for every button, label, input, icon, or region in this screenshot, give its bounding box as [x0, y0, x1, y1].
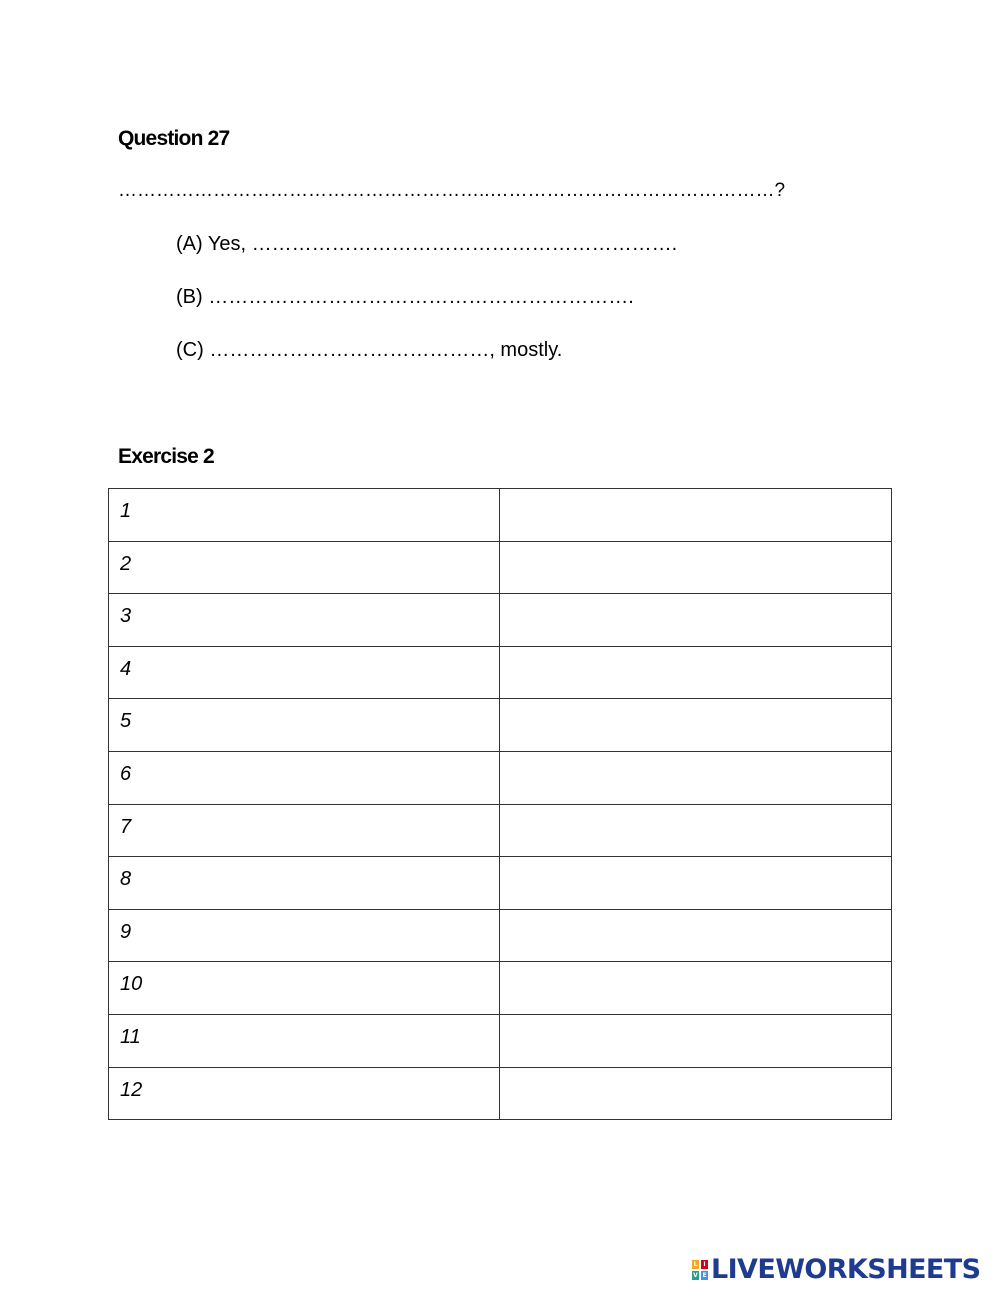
row-number-cell: [109, 699, 500, 752]
table-row: [109, 909, 892, 962]
table-row: [109, 489, 892, 542]
row-number-cell: [109, 489, 500, 542]
table-row: [109, 541, 892, 594]
row-number: 8: [120, 868, 132, 891]
row-number-cell: [109, 541, 500, 594]
logo-tile-l: L: [691, 1259, 700, 1270]
row-number-cell: [109, 594, 500, 647]
table-row: [109, 751, 892, 804]
option-a: (A) Yes, ……………………………………………………….: [176, 233, 678, 255]
row-number: 3: [120, 605, 132, 628]
answer-table: [108, 488, 892, 1120]
table-row: [109, 857, 892, 910]
answer-cell[interactable]: [500, 909, 892, 962]
row-number-cell: [109, 1014, 500, 1067]
row-number-cell: [109, 1067, 500, 1120]
answer-cell[interactable]: [500, 857, 892, 910]
liveworksheets-logo-icon: [691, 1259, 709, 1281]
answer-cell[interactable]: [500, 751, 892, 804]
row-number: 7: [120, 815, 132, 838]
row-number-cell: [109, 804, 500, 857]
row-number: 4: [120, 657, 132, 680]
logo-tile-i: I: [700, 1259, 709, 1270]
table-row: [109, 1014, 892, 1067]
answer-cell[interactable]: [500, 594, 892, 647]
row-number: 1: [120, 500, 132, 522]
row-number-cell: [109, 909, 500, 962]
liveworksheets-logo: [691, 1255, 980, 1285]
exercise-title: Exercise 2: [118, 445, 214, 468]
row-number: 11: [120, 1025, 141, 1048]
table-row: [109, 1067, 892, 1120]
answer-cell[interactable]: [500, 962, 892, 1015]
answer-cell[interactable]: [500, 541, 892, 594]
answer-cell[interactable]: [500, 1014, 892, 1067]
answer-cell[interactable]: [500, 804, 892, 857]
option-c: (C) ……………………………………, mostly.: [176, 339, 563, 361]
row-number: 5: [120, 710, 132, 733]
row-number-cell: [109, 646, 500, 699]
answer-cell[interactable]: [500, 699, 892, 752]
row-number: 6: [120, 762, 132, 785]
row-number: 2: [120, 552, 132, 575]
table-row: [109, 962, 892, 1015]
option-b: (B) ……………………………………………………….: [176, 286, 634, 308]
answer-cell[interactable]: [500, 489, 892, 542]
answer-cell[interactable]: [500, 646, 892, 699]
table-row: [109, 594, 892, 647]
row-number: 12: [120, 1078, 143, 1101]
brand-name: LIVEWORKSHEETS: [711, 1254, 981, 1285]
table-row: [109, 646, 892, 699]
row-number-cell: [109, 962, 500, 1015]
table-row: [109, 804, 892, 857]
answer-cell[interactable]: [500, 1067, 892, 1120]
question-prompt: …………………………………………………..………………………………………?: [118, 180, 786, 201]
row-number: 9: [120, 920, 132, 943]
logo-tile-v: V: [691, 1270, 700, 1281]
row-number-cell: [109, 857, 500, 910]
table-row: [109, 699, 892, 752]
logo-tile-e: E: [700, 1270, 709, 1281]
row-number-cell: [109, 751, 500, 804]
row-number: 10: [120, 973, 143, 996]
question-title: Question 27: [118, 127, 230, 150]
